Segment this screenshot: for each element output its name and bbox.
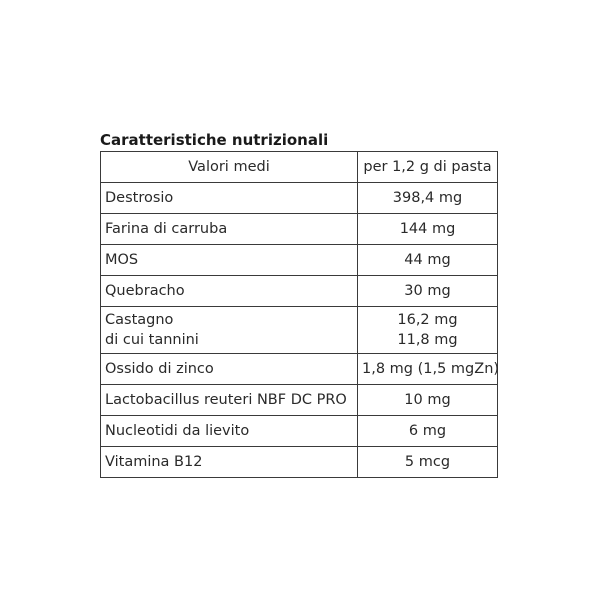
nutrient-name-cell [101, 307, 358, 354]
table-row [101, 416, 498, 447]
nutrient-name: Quebracho [101, 276, 358, 307]
table-row [101, 183, 498, 214]
nutrient-subvalue: 11,8 mg [397, 332, 458, 348]
nutrient-value: 16,2 mg [397, 312, 458, 328]
nutrient-value-cell [358, 307, 498, 354]
table-header-row [101, 152, 498, 183]
table-row [101, 214, 498, 245]
table-row [101, 245, 498, 276]
nutrient-value: 10 mg [358, 385, 498, 416]
table-row [101, 276, 498, 307]
nutrient-name: Ossido di zinco [101, 354, 358, 385]
section-title: Caratteristiche nutrizionali [100, 131, 329, 149]
nutrient-name: Farina di carruba [101, 214, 358, 245]
nutrient-value: 30 mg [358, 276, 498, 307]
table-row [101, 307, 498, 354]
table-row [101, 385, 498, 416]
nutrient-name: Castagno [105, 312, 174, 328]
nutrient-name: Nucleotidi da lievito [101, 416, 358, 447]
nutrition-table [100, 151, 498, 478]
header-nutrient: Valori medi [101, 152, 358, 183]
header-amount: per 1,2 g di pasta [358, 152, 498, 183]
nutrient-name: Lactobacillus reuteri NBF DC PRO [101, 385, 358, 416]
nutrient-value: 398,4 mg [358, 183, 498, 214]
nutrient-value: 44 mg [358, 245, 498, 276]
table-row [101, 447, 498, 478]
table-row [101, 354, 498, 385]
nutrient-subname: di cui tannini [105, 332, 199, 348]
nutrient-name: Vitamina B12 [101, 447, 358, 478]
nutrient-value: 1,8 mg (1,5 mgZn) [358, 354, 498, 385]
nutrient-name: Destrosio [101, 183, 358, 214]
nutrient-value: 6 mg [358, 416, 498, 447]
nutrient-value: 5 mcg [358, 447, 498, 478]
nutrition-section [100, 131, 500, 478]
nutrient-name: MOS [101, 245, 358, 276]
nutrient-value: 144 mg [358, 214, 498, 245]
